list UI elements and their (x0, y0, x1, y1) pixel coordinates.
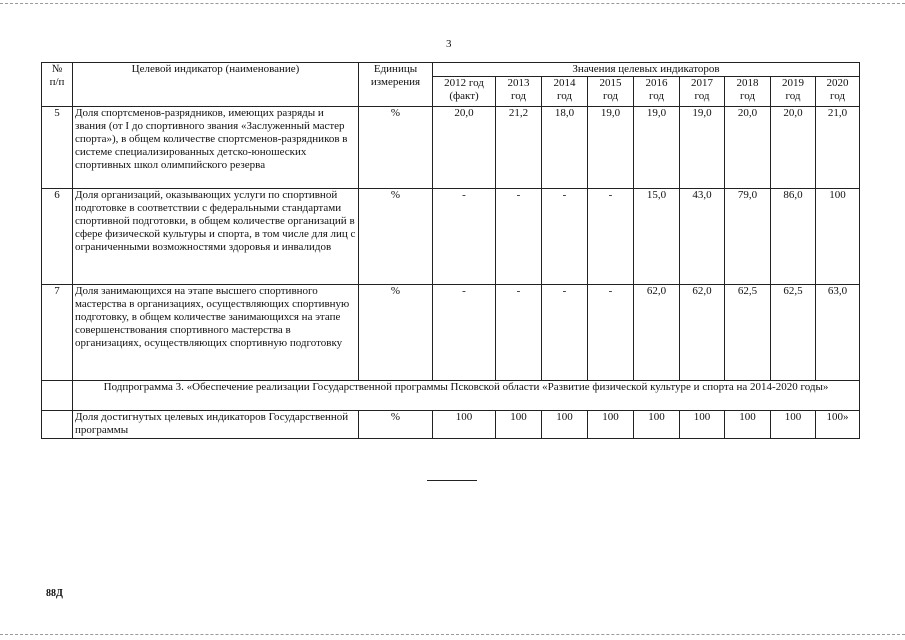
value-cell: 62,0 (634, 285, 680, 381)
unit-cell: % (359, 107, 433, 189)
value-cell: 15,0 (634, 189, 680, 285)
header-year: 2018 год (725, 77, 771, 107)
header-year: 2017 год (680, 77, 725, 107)
header-num: № п/п (42, 63, 73, 107)
value-cell: 19,0 (588, 107, 634, 189)
value-cell: - (496, 189, 542, 285)
value-cell: 63,0 (816, 285, 860, 381)
subprogram-title: Подпрограмма 3. «Обеспечение реализации Государственной программы Псковской области «Развитие физической культуре и спорта на 2014-2020 годы» (73, 381, 860, 411)
value-cell: - (588, 189, 634, 285)
value-cell: 21,2 (496, 107, 542, 189)
footer-code: 88Д (46, 588, 63, 599)
value-cell: 62,5 (725, 285, 771, 381)
value-cell: 19,0 (634, 107, 680, 189)
header-year: 2020 год (816, 77, 860, 107)
value-cell: 100 (542, 411, 588, 439)
value-cell: 79,0 (725, 189, 771, 285)
value-cell: 20,0 (771, 107, 816, 189)
value-cell: 100» (816, 411, 860, 439)
value-cell: - (588, 285, 634, 381)
row-number: 7 (42, 285, 73, 381)
value-cell: 100 (588, 411, 634, 439)
table-row (42, 285, 860, 381)
table-row (42, 189, 860, 285)
value-cell: 18,0 (542, 107, 588, 189)
header-year: 2012 год (факт) (433, 77, 496, 107)
page-number: 3 (446, 38, 452, 50)
scan-edge-top (0, 3, 905, 4)
header-indicator: Целевой индикатор (наименование) (73, 63, 359, 107)
value-cell: - (496, 285, 542, 381)
value-cell: 100 (496, 411, 542, 439)
header-values-title: Значения целевых индикаторов (433, 63, 860, 77)
value-cell: - (433, 189, 496, 285)
table-row (42, 107, 860, 189)
value-cell: 62,0 (680, 285, 725, 381)
header-year: 2014 год (542, 77, 588, 107)
row-number: 6 (42, 189, 73, 285)
indicator-name: Доля занимающихся на этапе высшего спортивного мастерства в организациях, осуществляющих спортивную подготовку, в общем количестве занимающихся на этапе совершенствования спортивного мастерства в организациях, осуществляющих спортивную подготовку (73, 285, 359, 381)
value-cell: 100 (725, 411, 771, 439)
value-cell: 100 (433, 411, 496, 439)
header-year: 2013 год (496, 77, 542, 107)
end-rule-divider (427, 480, 477, 481)
value-cell: 20,0 (433, 107, 496, 189)
value-cell: 19,0 (680, 107, 725, 189)
table-row (42, 411, 860, 439)
value-cell: 20,0 (725, 107, 771, 189)
indicator-name: Доля организаций, оказывающих услуги по спортивной подготовке в соответствии с федеральными стандартами спортивной подготовки, в общем количестве организаций в сфере физической культуры и спорта, в том числе для лиц с ограниченными возможностями здоровья и инвалидов (73, 189, 359, 285)
indicator-name: Доля достигнутых целевых индикаторов Государственной программы (73, 411, 359, 439)
value-cell: 100 (634, 411, 680, 439)
scan-edge-bottom (0, 634, 905, 635)
header-year: 2016 год (634, 77, 680, 107)
indicator-name: Доля спортсменов-разрядников, имеющих разряды и звания (от I до спортивного звания «Заслуженный мастер спорта»), в общем количестве спортсменов-разрядников в системе специализированных детско-юношеских спортивных школ олимпийского резерва (73, 107, 359, 189)
value-cell: 100 (680, 411, 725, 439)
value-cell: 86,0 (771, 189, 816, 285)
value-cell: 100 (816, 189, 860, 285)
subprogram-blank-cell (42, 381, 73, 411)
target-indicators-table (41, 62, 860, 439)
unit-cell: % (359, 411, 433, 439)
value-cell: - (542, 189, 588, 285)
unit-cell: % (359, 285, 433, 381)
header-units: Единицы измерения (359, 63, 433, 107)
subprogram-row (42, 381, 860, 411)
value-cell: 100 (771, 411, 816, 439)
row-number (42, 411, 73, 439)
row-number: 5 (42, 107, 73, 189)
header-year: 2019 год (771, 77, 816, 107)
value-cell: - (542, 285, 588, 381)
header-year: 2015 год (588, 77, 634, 107)
value-cell: 43,0 (680, 189, 725, 285)
unit-cell: % (359, 189, 433, 285)
value-cell: 21,0 (816, 107, 860, 189)
value-cell: - (433, 285, 496, 381)
value-cell: 62,5 (771, 285, 816, 381)
